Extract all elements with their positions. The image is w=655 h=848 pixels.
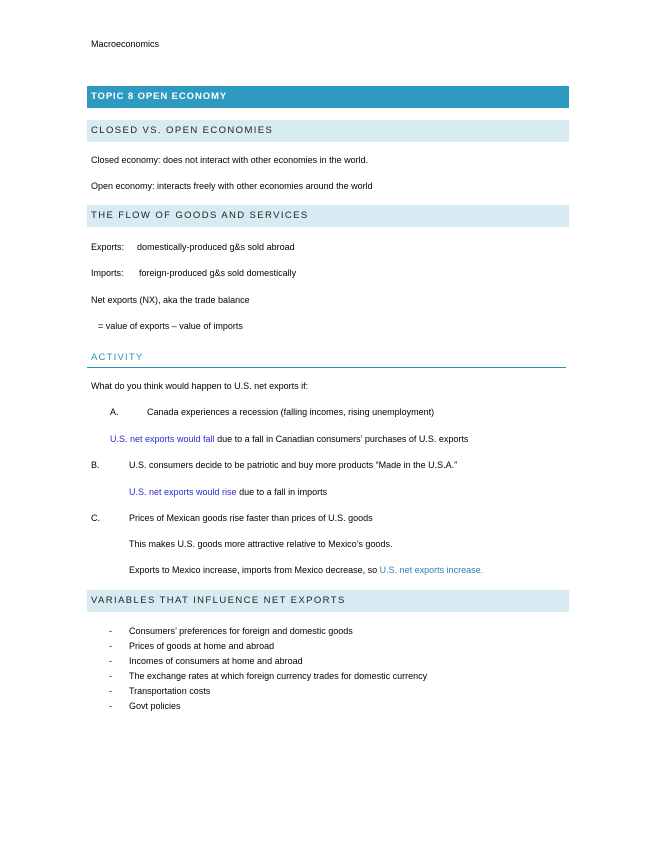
answer-reason: due to a fall in Canadian consumers’ purchases of U.S. exports bbox=[217, 434, 469, 444]
bullet-marker: - bbox=[109, 641, 112, 651]
section-banner-variables bbox=[87, 590, 569, 612]
exports-label: Exports: bbox=[91, 242, 125, 252]
item-c-line3 bbox=[129, 565, 483, 576]
section-banner-closed-open bbox=[87, 120, 569, 142]
list-item: Transportation costs bbox=[129, 686, 211, 696]
list-item: Incomes of consumers at home and abroad bbox=[129, 656, 303, 666]
exports-definition: domestically-produced g&s sold abroad bbox=[137, 242, 295, 252]
net-exports-equation: = value of exports – value of imports bbox=[98, 321, 243, 331]
item-b-marker: B. bbox=[91, 460, 100, 470]
item-b-answer bbox=[129, 487, 327, 498]
list-item: Consumers’ preferences for foreign and domestic goods bbox=[129, 626, 353, 636]
bullet-marker: - bbox=[109, 626, 112, 636]
list-item: Prices of goods at home and abroad bbox=[129, 641, 275, 651]
imports-definition: foreign-produced g&s sold domestically bbox=[139, 268, 297, 278]
item-a-text: Canada experiences a recession (falling incomes, rising unemployment) bbox=[147, 407, 435, 417]
item-c-text: Prices of Mexican goods rise faster than prices of U.S. goods bbox=[129, 513, 373, 523]
answer-reason: due to a fall in imports bbox=[239, 487, 328, 497]
answer-highlight: U.S. net exports would fall bbox=[110, 434, 215, 444]
open-economy-definition: Open economy: interacts freely with other economies around the world bbox=[91, 181, 373, 191]
item-a-marker: A. bbox=[110, 407, 119, 417]
answer-reason: Exports to Mexico increase, imports from Mexico decrease, so bbox=[129, 565, 378, 575]
imports-label: Imports: bbox=[91, 268, 124, 278]
section-title: VARIABLES THAT INFLUENCE NET EXPORTS bbox=[91, 595, 346, 606]
section-title: CLOSED VS. OPEN ECONOMIES bbox=[91, 125, 274, 136]
item-c-line2: This makes U.S. goods more attractive relative to Mexico’s goods. bbox=[129, 539, 393, 549]
document-header: Macroeconomics bbox=[91, 39, 160, 49]
activity-divider bbox=[87, 367, 566, 368]
item-b-text: U.S. consumers decide to be patriotic and buy more products “Made in the U.S.A.” bbox=[129, 460, 458, 470]
item-a-answer bbox=[110, 434, 468, 445]
bullet-marker: - bbox=[109, 656, 112, 666]
bullet-marker: - bbox=[109, 701, 112, 711]
answer-highlight: U.S. net exports would rise bbox=[129, 487, 237, 497]
activity-heading: ACTIVITY bbox=[91, 352, 144, 363]
section-banner-flow bbox=[87, 205, 569, 227]
topic-banner bbox=[87, 86, 569, 108]
item-c-marker: C. bbox=[91, 513, 100, 523]
bullet-marker: - bbox=[109, 671, 112, 681]
activity-question: What do you think would happen to U.S. net exports if: bbox=[91, 381, 309, 391]
answer-highlight: U.S. net exports increase. bbox=[379, 565, 484, 575]
closed-economy-definition: Closed economy: does not interact with other economies in the world. bbox=[91, 155, 369, 165]
topic-title: TOPIC 8 OPEN ECONOMY bbox=[91, 91, 228, 102]
bullet-marker: - bbox=[109, 686, 112, 696]
list-item: Govt policies bbox=[129, 701, 181, 711]
section-title: THE FLOW OF GOODS AND SERVICES bbox=[91, 210, 309, 221]
list-item: The exchange rates at which foreign currency trades for domestic currency bbox=[129, 671, 428, 681]
net-exports-definition: Net exports (NX), aka the trade balance bbox=[91, 295, 250, 305]
